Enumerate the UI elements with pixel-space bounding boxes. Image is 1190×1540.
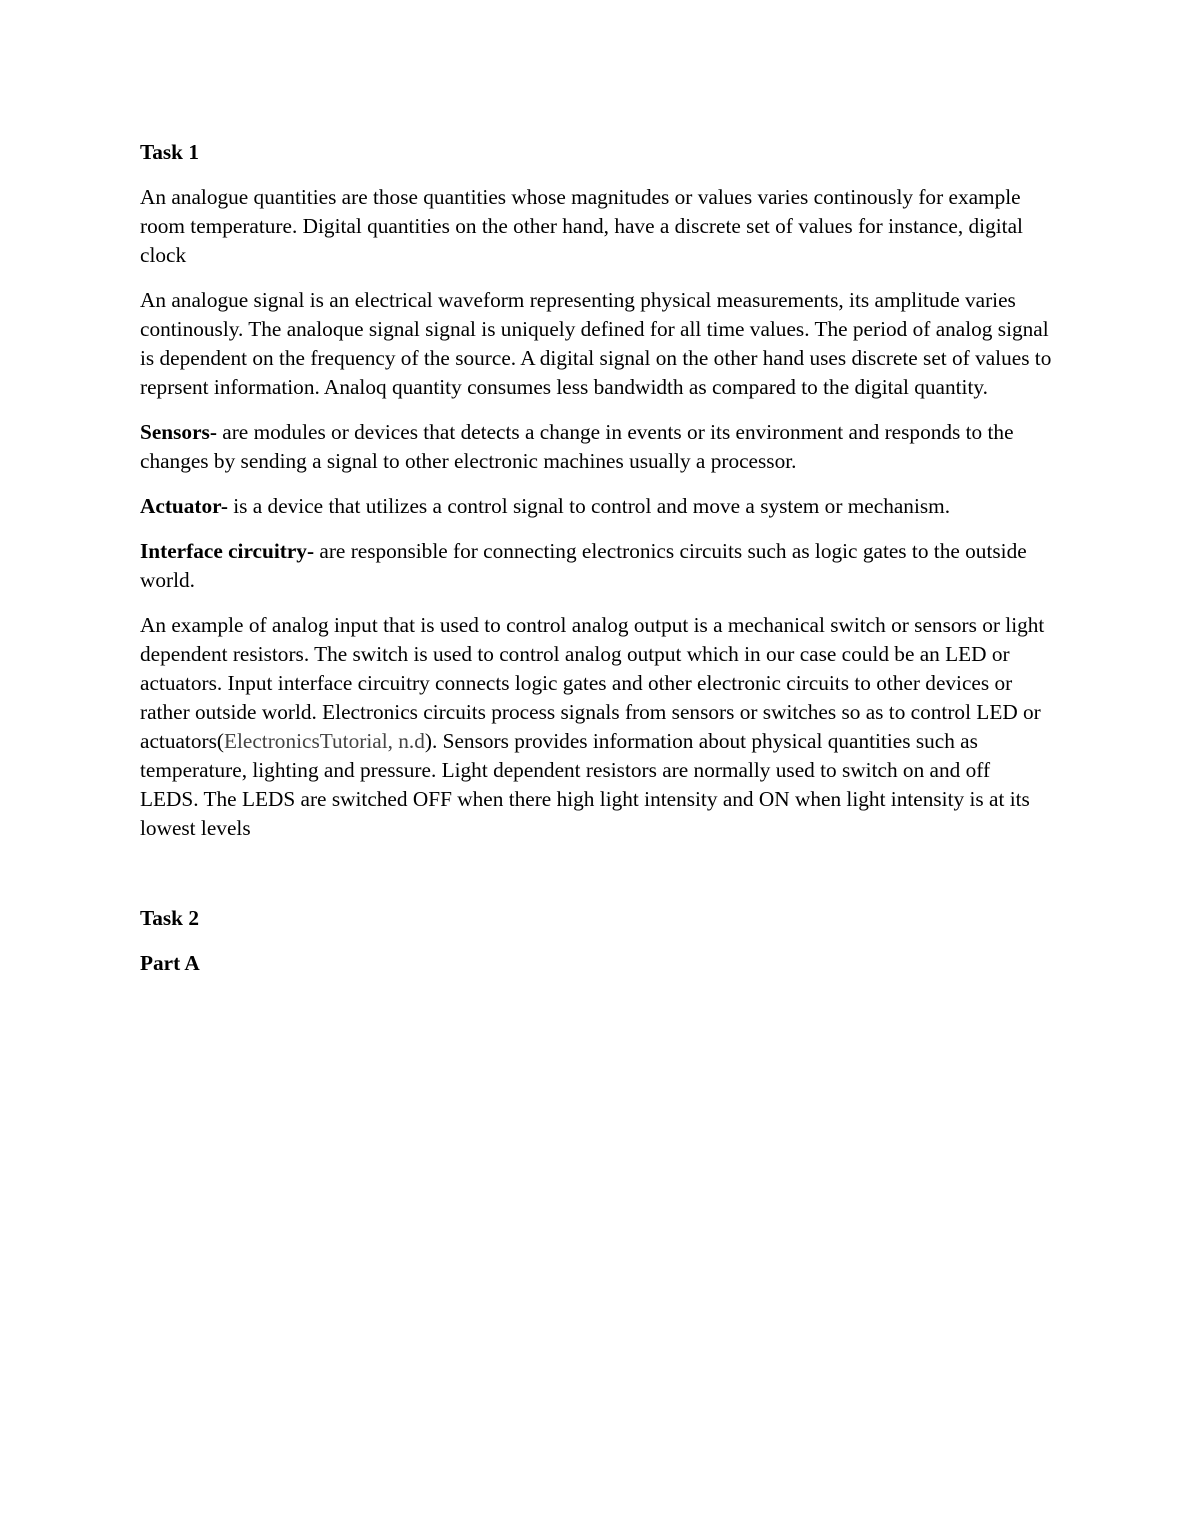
document-page <box>140 138 1052 994</box>
sensors-paragraph <box>140 418 1052 476</box>
citation: ElectronicsTutorial, n.d <box>223 729 425 753</box>
section-spacer <box>140 859 1052 904</box>
analogue-signal-paragraph: An analogue signal is an electrical waveform representing physical measurements, its amplitude varies continously. The analoque signal signal is uniquely defined for all time values. The period of analog signal is dependent on the frequency of the source. A digital signal on the other hand uses discrete set of values to reprsent information. Analoq quantity consumes less bandwidth as compared to the digital quantity. <box>140 288 1052 399</box>
actuator-paragraph <box>140 492 1052 521</box>
example-text-end: ). Sensors provides information about physical quantities such as temperature, lighting and pressure. Light dependent resistors are normally used to switch on and off LEDS. The LEDS are switched OFF when there high light intensity and ON when light intensity is at its lowest levels <box>140 729 1030 840</box>
sensors-term: Sensors- <box>140 420 217 444</box>
actuator-definition: is a device that utilizes a control signal to control and move a system or mechanism. <box>227 494 951 518</box>
example-paragraph <box>140 611 1052 843</box>
interface-circuitry-paragraph <box>140 537 1052 595</box>
part-a-heading: Part A <box>140 951 200 975</box>
task2-heading: Task 2 <box>140 906 200 930</box>
interface-circuitry-term: Interface circuitry- <box>140 539 315 563</box>
interface-circuitry-definition: are responsible for connecting electronics circuits such as logic gates to the outside world. <box>140 539 1027 592</box>
task1-heading: Task 1 <box>140 140 200 164</box>
sensors-definition: are modules or devices that detects a change in events or its environment and responds to the changes by sending a signal to other electronic machines usually a processor. <box>140 420 1014 473</box>
example-text-start: An example of analog input that is used to control analog output is a mechanical switch or sensors or light dependent resistors. The switch is used to control analog output which in our case could be an LED or actuators. Input interface circuitry connects logic gates and other electronic circuits to other devices or rather outside world. Electronics circuits process signals from sensors or switches so as to control LED or actuators( <box>140 613 1045 753</box>
actuator-term: Actuator- <box>140 494 228 518</box>
analogue-quantities-paragraph: An analogue quantities are those quantities whose magnitudes or values varies continously for example room temperature. Digital quantities on the other hand, have a discrete set of values for instance, digital clock <box>140 185 1023 267</box>
